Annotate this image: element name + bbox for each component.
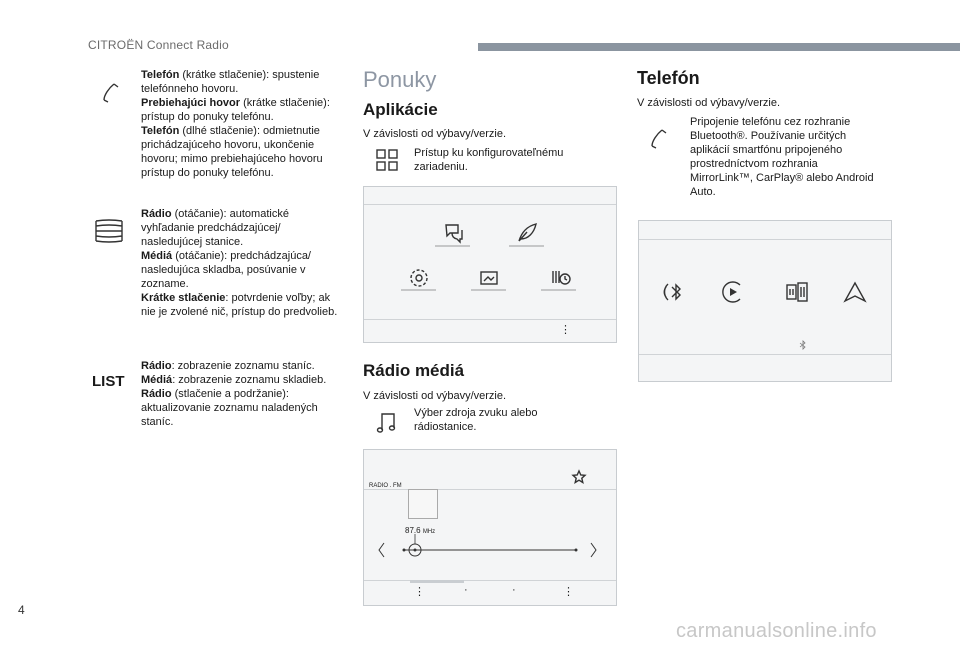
apps-grid-icon — [375, 148, 399, 172]
mirrorlink-icon[interactable] — [784, 279, 810, 305]
radio-dependency: V závislosti od výbavy/verzie. — [363, 390, 507, 402]
telephone-dependency: V závislosti od výbavy/verzie. — [637, 97, 781, 109]
apps-screen — [363, 186, 617, 343]
wheel-icon — [94, 218, 124, 244]
radio-dot-2[interactable]: · — [512, 584, 516, 596]
carplay-icon[interactable] — [719, 279, 745, 305]
more-options-icon[interactable]: ⋮ — [560, 324, 571, 336]
phone-icon — [100, 80, 124, 104]
telephone-description: Pripojenie telefónu cez rozhranie Bluetooth®. Používanie určitých aplikácií smartfónu pripojeného prostredníctvom rozhrania MirrorLink™, CarPlay® alebo Android Auto. — [690, 116, 874, 198]
radio-heading: Rádio médiá — [363, 361, 465, 380]
bluetooth-icon[interactable] — [663, 279, 689, 305]
apps-description: Prístup ku konfigurovateľnému zariadeniu. — [414, 147, 564, 173]
apps-heading: Aplikácie — [363, 100, 438, 119]
wheel-button-text: Rádio (otáčanie): automatické vyhľadanie predchádzajúcej/ nasledujúcej stanice. Médiá (otáčanie): predchádzajúca/ nasledujúca skladba, posúvanie v zozname. Krátke stlačenie: potvrdenie voľby; ak nie je zvolené nič, prístup do predvolieb. — [141, 208, 338, 318]
menus-title: Ponuky — [363, 67, 437, 92]
radio-band-label: RADIO . FM — [369, 483, 402, 489]
frequency-value: 87.6 MHz — [405, 526, 436, 535]
list-label: LIST — [92, 373, 125, 390]
header-title: CITROËN Connect Radio — [88, 38, 229, 52]
phone-screen — [638, 220, 892, 382]
bluetooth-small-icon — [799, 340, 807, 350]
header-bar — [478, 43, 960, 51]
tuning-slider[interactable] — [364, 450, 616, 605]
android-auto-icon[interactable] — [842, 279, 868, 305]
page-number: 4 — [18, 603, 25, 617]
telephone-icon — [648, 126, 672, 150]
radio-dot-1[interactable]: · — [464, 584, 468, 596]
music-note-icon — [375, 410, 399, 434]
list-button-text: Rádio: zobrazenie zoznamu staníc. Médiá: zobrazenie zoznamu skladieb. Rádio (stlačenie a podržanie): aktualizovanie zoznamu naladených staníc. — [141, 360, 327, 428]
radio-description: Výber zdroja zvuku alebo rádiostanice. — [414, 407, 538, 433]
apps-dependency: V závislosti od výbavy/verzie. — [363, 128, 507, 140]
radio-screen — [363, 449, 617, 606]
radio-options-icon[interactable]: ⋮ — [414, 586, 425, 598]
apps-underlines — [364, 187, 616, 342]
phone-button-text: Telefón (krátke stlačenie): spustenie telefónneho hovoru. Prebiehajúci hovor (krátke stlačenie): prístup do ponuky telefónu. Telefón (dlhé stlačenie): odmietnutie prichádzajúceho hovoru, ukončenie hovoru; mimo prebiehajúceho hovoru prístup do ponuky telefónu. — [141, 69, 330, 179]
watermark: carmanualsonline.info — [676, 620, 877, 642]
radio-more-icon[interactable]: ⋮ — [563, 586, 574, 598]
telephone-heading: Telefón — [637, 68, 700, 88]
